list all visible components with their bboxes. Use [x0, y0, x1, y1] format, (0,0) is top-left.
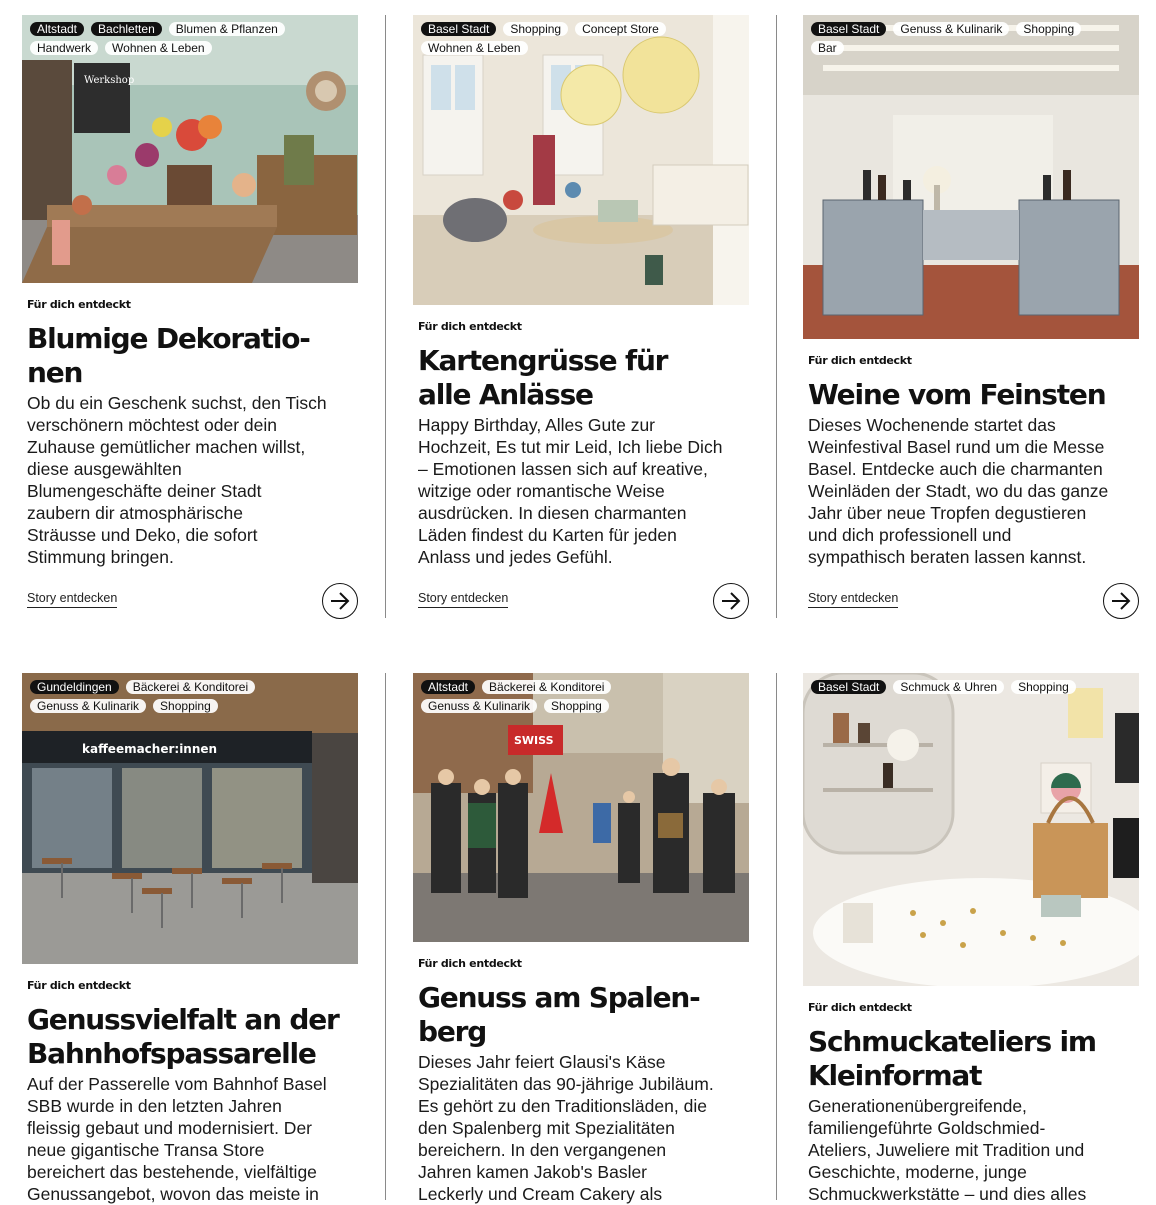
text-line: verschönern möchtest oder dein	[27, 415, 277, 435]
story-card-jewelry[interactable]	[803, 673, 1139, 1205]
title-line: Blumige Dekoratio-	[27, 322, 310, 355]
story-card-passerelle[interactable]	[22, 673, 358, 1205]
card-footer	[418, 583, 749, 623]
text-line: SBB wurde in den letzten Jahren	[27, 1096, 282, 1116]
title-line: Weine vom Feinsten	[808, 378, 1106, 411]
text-line: Es gehört zu den Traditionsläden, die	[418, 1096, 707, 1116]
tag[interactable]: Handwerk	[30, 41, 98, 55]
card-image[interactable]	[22, 15, 358, 283]
tag[interactable]: Genuss & Kulinarik	[893, 22, 1009, 36]
tag[interactable]: Basel Stadt	[811, 22, 886, 36]
text-line: Zuhause gemütlicher machen willst,	[27, 437, 306, 457]
image-sign-text: kaffeemacher:innen	[82, 742, 218, 756]
text-line: Happy Birthday, Alles Gute zur	[418, 415, 656, 435]
text-line: zaubern dir atmosphärische	[27, 503, 243, 523]
text-line: Leckerly und Cream Cakery als	[418, 1184, 663, 1204]
text-line: den Spalenberg mit Spezialitäten	[418, 1118, 675, 1138]
title-line: Genussvielfalt an der	[27, 1003, 339, 1036]
card-kicker: Für dich entdeckt	[27, 298, 131, 311]
tag-list	[421, 680, 743, 718]
text-line: Auf der Passerelle vom Bahnhof Basel	[27, 1074, 327, 1094]
tag[interactable]: Bäckerei & Konditorei	[126, 680, 255, 694]
text-line: Jahr über neue Tropfen degustieren	[808, 503, 1087, 523]
card-kicker: Für dich entdeckt	[418, 957, 522, 970]
card-description	[808, 1095, 1138, 1205]
card-footer	[808, 583, 1139, 623]
story-card-flowers[interactable]	[22, 15, 358, 605]
title-line: Genuss am Spalen-	[418, 981, 700, 1014]
card-image[interactable]	[413, 15, 749, 305]
card-title[interactable]	[27, 1003, 357, 1071]
text-line: familiengeführte Goldschmied-	[808, 1118, 1046, 1138]
card-title[interactable]	[418, 344, 748, 412]
column-divider	[385, 15, 386, 618]
tag[interactable]: Basel Stadt	[421, 22, 496, 36]
text-line: Basel. Entdecke auch die charmanten	[808, 459, 1103, 479]
text-line: bereichern. In den vergangenen	[418, 1140, 667, 1160]
column-divider	[776, 673, 777, 1200]
arrow-right-icon[interactable]	[713, 583, 749, 619]
card-description	[418, 1051, 748, 1205]
text-line: bereichert das bestehende, vielfältige	[27, 1162, 317, 1182]
text-line: Geschichte, moderne, junge	[808, 1162, 1027, 1182]
column-divider	[385, 673, 386, 1200]
card-image[interactable]	[803, 673, 1139, 986]
title-line: Schmuckateliers im	[808, 1025, 1096, 1058]
tag[interactable]: Shopping	[544, 699, 609, 713]
text-line: Schmuckwerkstätte – und dies alles	[808, 1184, 1087, 1204]
card-kicker: Für dich entdeckt	[27, 979, 131, 992]
text-line: Stimmung bringen.	[27, 547, 174, 567]
tag-list	[30, 22, 352, 60]
text-line: Dieses Wochenende startet das	[808, 415, 1056, 435]
card-title[interactable]	[808, 378, 1138, 412]
text-line: witzige oder romantische Weise	[418, 481, 665, 501]
card-image[interactable]	[803, 15, 1139, 339]
text-line: Ob du ein Geschenk suchst, den Tisch	[27, 393, 327, 413]
tag[interactable]: Basel Stadt	[811, 680, 886, 694]
text-line: Spezialitäten das 90-jährige Jubiläum.	[418, 1074, 714, 1094]
tag[interactable]: Shopping	[1016, 22, 1081, 36]
text-line: fleissig gebaut und modernisiert. Der	[27, 1118, 313, 1138]
title-line: alle Anlässe	[418, 378, 593, 411]
text-line: Genussangebot, wovon das meiste in	[27, 1184, 319, 1204]
story-card-spalenberg[interactable]	[413, 673, 749, 1205]
text-line: sympathisch beraten lassen kannst.	[808, 547, 1087, 567]
card-kicker: Für dich entdeckt	[808, 1001, 912, 1014]
tag[interactable]: Schmuck & Uhren	[893, 680, 1004, 694]
tag-list	[811, 680, 1133, 699]
text-line: ausdrücken. In diesen charmanten	[418, 503, 687, 523]
image-sign-text: Werkshop	[84, 75, 135, 86]
card-image[interactable]	[22, 673, 358, 964]
text-line: Sträusse und Deko, die sofort	[27, 525, 258, 545]
tag-list	[421, 22, 743, 60]
tag-list	[811, 22, 1133, 60]
tag[interactable]: Shopping	[1011, 680, 1076, 694]
text-line: Blumengeschäfte deiner Stadt	[27, 481, 262, 501]
title-line: berg	[418, 1015, 487, 1048]
card-kicker: Für dich entdeckt	[418, 320, 522, 333]
tag-list	[30, 680, 352, 718]
story-link[interactable]: Story entdecken	[27, 591, 117, 608]
card-description	[27, 1073, 357, 1205]
tag[interactable]: Concept Store	[575, 22, 666, 36]
card-title[interactable]	[27, 322, 357, 390]
text-line: Läden findest du Karten für jeden	[418, 525, 677, 545]
text-line: diese ausgewählten	[27, 459, 182, 479]
card-title[interactable]	[418, 981, 748, 1049]
text-line: Generationenübergreifende,	[808, 1096, 1027, 1116]
title-line: Kartengrüsse für	[418, 344, 668, 377]
story-link[interactable]: Story entdecken	[808, 591, 898, 608]
tag[interactable]: Wohnen & Leben	[105, 41, 212, 55]
text-line: und dich professionell und	[808, 525, 1012, 545]
card-kicker: Für dich entdeckt	[808, 354, 912, 367]
tag[interactable]: Bachletten	[91, 22, 162, 36]
text-line: – Emotionen lassen sich auf kreative,	[418, 459, 708, 479]
text-line: Dieses Jahr feiert Glausi's Käse	[418, 1052, 666, 1072]
text-line: Ateliers, Juweliere mit Tradition und	[808, 1140, 1085, 1160]
tag[interactable]: Gundeldingen	[30, 680, 119, 694]
tag[interactable]: Blumen & Pflanzen	[169, 22, 285, 36]
card-image[interactable]	[413, 673, 749, 942]
card-footer	[27, 583, 358, 623]
tag[interactable]: Bäckerei & Konditorei	[482, 680, 611, 694]
tag[interactable]: Altstadt	[30, 22, 84, 36]
card-description	[27, 392, 357, 568]
title-line: Bahnhofspassarelle	[27, 1037, 316, 1070]
column-divider	[776, 15, 777, 618]
text-line: Jahren kamen Jakob's Basler	[418, 1162, 648, 1182]
tag[interactable]: Genuss & Kulinarik	[30, 699, 146, 713]
text-line: Anlass und jedes Gefühl.	[418, 547, 613, 567]
text-line: Hochzeit, Es tut mir Leid, Ich liebe Dich	[418, 437, 723, 457]
text-line: neue gigantische Transa Store	[27, 1140, 265, 1160]
tag[interactable]: Wohnen & Leben	[421, 41, 528, 55]
tag[interactable]: Genuss & Kulinarik	[421, 699, 537, 713]
image-sign-text: SWISS	[514, 734, 554, 747]
card-description	[808, 414, 1138, 568]
text-line: Weinläden der Stadt, wo du das ganze	[808, 481, 1109, 501]
story-link[interactable]: Story entdecken	[418, 591, 508, 608]
story-card-wine[interactable]	[803, 15, 1139, 605]
tag[interactable]: Shopping	[153, 699, 218, 713]
card-description	[418, 414, 748, 568]
tag[interactable]: Altstadt	[421, 680, 475, 694]
title-line: Kleinformat	[808, 1059, 982, 1092]
arrow-right-icon[interactable]	[322, 583, 358, 619]
card-title[interactable]	[808, 1025, 1138, 1093]
tag[interactable]: Bar	[811, 41, 844, 55]
story-card-cards[interactable]	[413, 15, 749, 605]
tag[interactable]: Shopping	[503, 22, 568, 36]
title-line: nen	[27, 356, 83, 389]
text-line: Weinfestival Basel rund um die Messe	[808, 437, 1105, 457]
arrow-right-icon[interactable]	[1103, 583, 1139, 619]
